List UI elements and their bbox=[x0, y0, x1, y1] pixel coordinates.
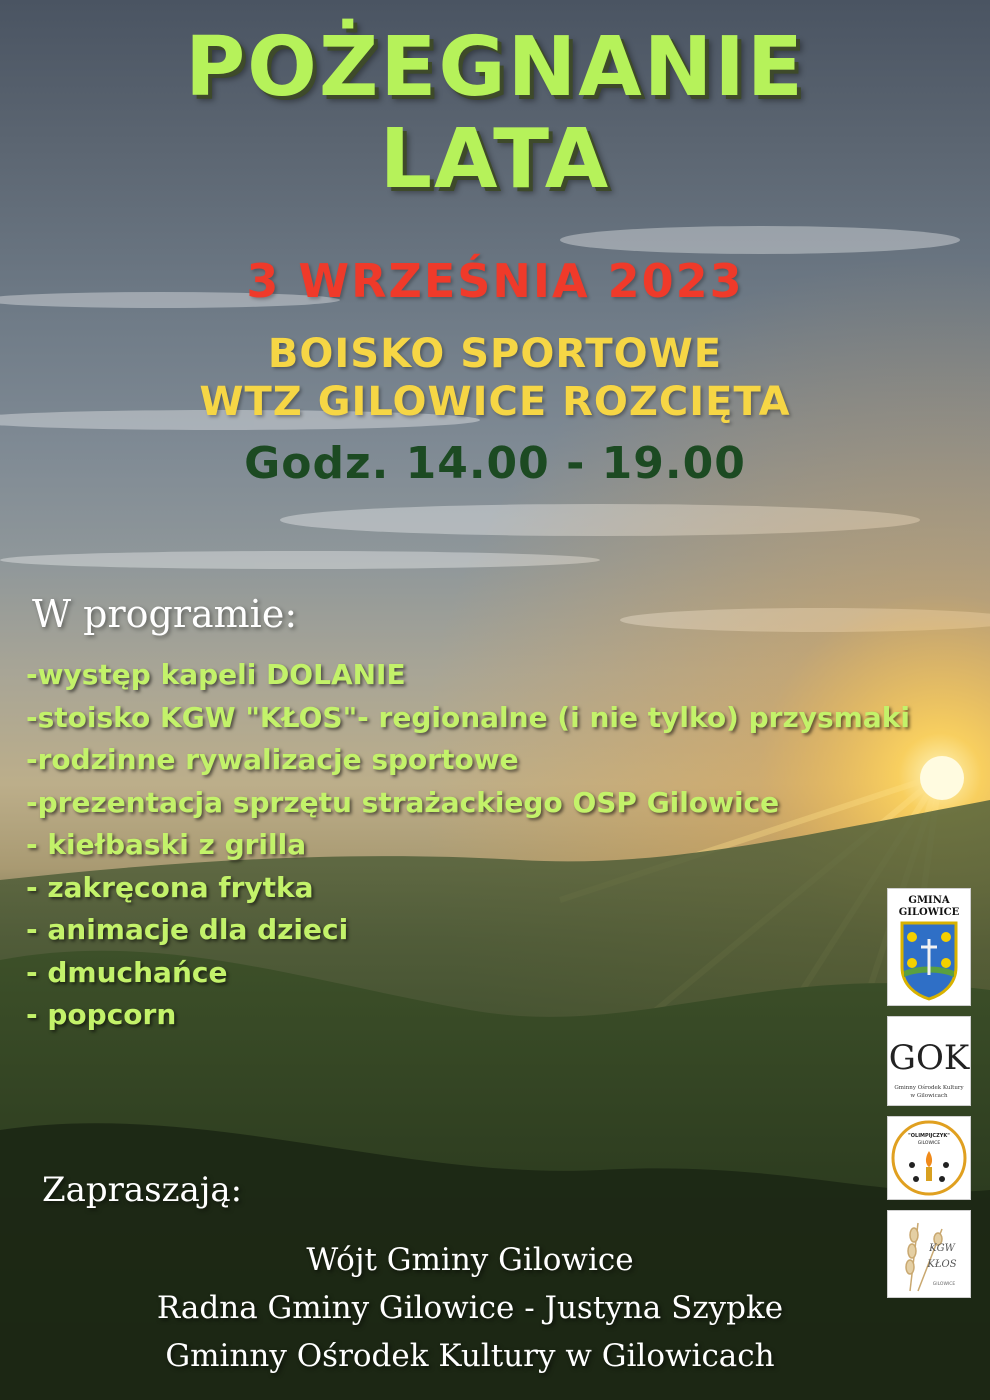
program-list bbox=[26, 654, 986, 1037]
kgw-klos-logo bbox=[887, 1210, 971, 1298]
gok-logo bbox=[887, 1016, 971, 1106]
event-hours: Godz. 14.00 - 19.00 bbox=[244, 438, 746, 489]
gok-logo-caption-1: Gminny Ośrodek Kultury bbox=[894, 1085, 964, 1091]
program-item: -występ kapeli DOLANIE bbox=[26, 658, 406, 691]
gok-logo-mark: GOK bbox=[888, 1038, 970, 1078]
program-item: - animacje dla dzieci bbox=[26, 913, 349, 946]
program-item: - zakręcona frytka bbox=[26, 870, 314, 904]
program-item: - dmuchańce bbox=[26, 955, 228, 989]
olimpijczyk-logo bbox=[887, 1116, 971, 1200]
program-item: -rodzinne rywalizacje sportowe bbox=[26, 743, 519, 776]
program-item: - popcorn bbox=[26, 998, 177, 1031]
gmina-logo-text-1: GMINA bbox=[908, 895, 950, 906]
olimpijczyk-logo-text-2: GILOWICE bbox=[917, 1141, 941, 1146]
program-heading: W programie: bbox=[32, 592, 298, 636]
gok-logo-caption-2: w Gilowicach bbox=[910, 1093, 948, 1099]
venue-line-2: WTZ GILOWICE ROZCIĘTA bbox=[199, 379, 791, 425]
organizer-2: Radna Gminy Gilowice - Justyna Szypke bbox=[156, 1290, 784, 1326]
program-item: - kiełbaski z grilla bbox=[26, 828, 307, 861]
olimpijczyk-logo-text-1: "OLIMPIJCZYK" bbox=[908, 1133, 950, 1139]
gmina-logo-text-2: GILOWICE bbox=[898, 907, 960, 918]
kgw-logo-text-1: KGW bbox=[929, 1243, 955, 1254]
program-item: -stoisko KGW "KŁOS"- regionalne (i nie tylko) przysmaki bbox=[26, 700, 910, 734]
organizer-1: Wójt Gminy Gilowice bbox=[306, 1242, 634, 1278]
invite-heading: Zapraszają: bbox=[42, 1170, 243, 1210]
event-date: 3 WRZEŚNIA 2023 bbox=[246, 254, 744, 308]
venue-line-1: BOISKO SPORTOWE bbox=[267, 331, 723, 377]
title-line-2: LATA bbox=[379, 112, 611, 207]
kgw-logo-text-3: GILOWICE bbox=[932, 1282, 956, 1287]
kgw-logo-text-2: KŁOS bbox=[927, 1259, 957, 1270]
gmina-gilowice-logo bbox=[887, 888, 971, 1006]
program-item: -prezentacja sprzętu strażackiego OSP Gilowice bbox=[26, 785, 780, 819]
organizer-3: Gminny Ośrodek Kultury w Gilowicach bbox=[165, 1338, 775, 1374]
title-line-1: POŻEGNANIE bbox=[185, 20, 805, 115]
